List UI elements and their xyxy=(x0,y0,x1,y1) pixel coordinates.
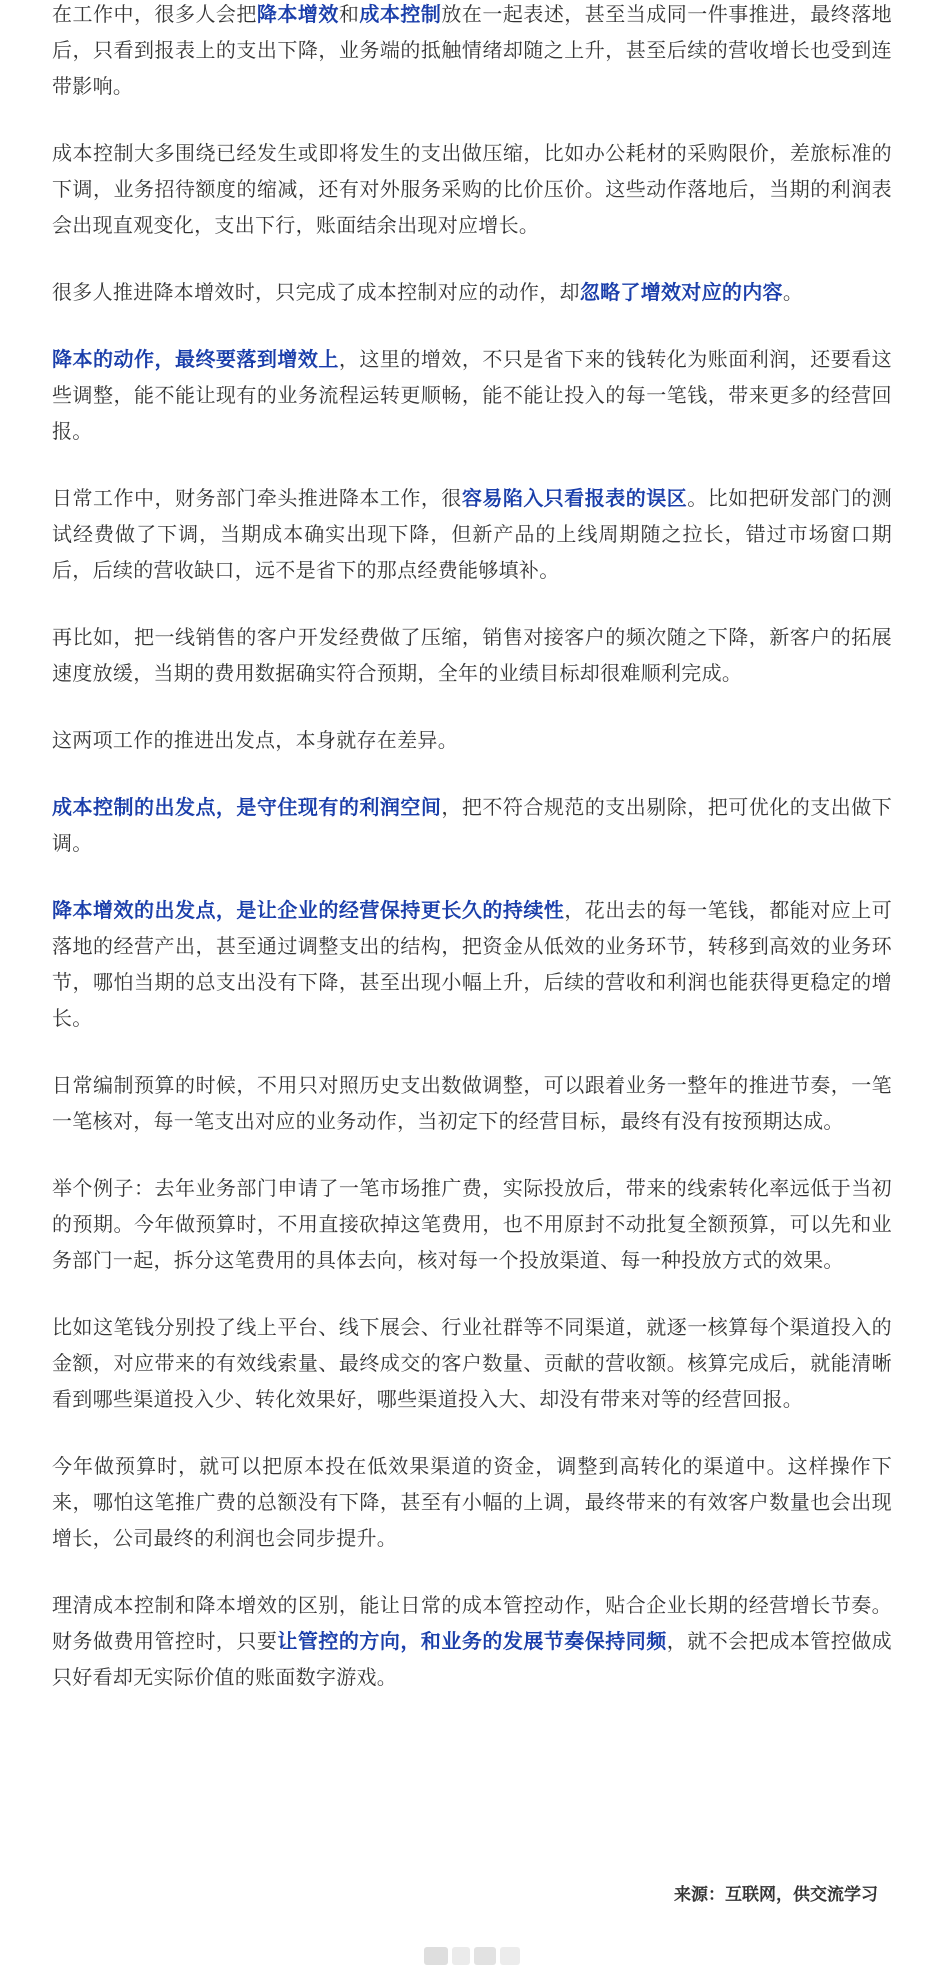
body-text: 举个例子：去年业务部门申请了一笔市场推广费，实际投放后，带来的线索转化率远低于当初的预期。今年做预算时，不用直接砍掉这笔费用，也不用原封不动批复全额预算，可以先和业务部门一起，拆分这笔费用的具体去向，核对每一个投放渠道、每一种投放方式的效果。 xyxy=(52,1176,892,1272)
paragraph xyxy=(52,1448,892,1556)
body-text: ，花出去的每一笔钱，都能对应上可落地的经营产出，甚至通过调整支出的结构，把资金从低效的业务环节，转移到高效的业务环节，哪怕当期的总支出没有下降，甚至出现小幅上升，后续的营收和利润也能获得更稳定的增长。 xyxy=(52,898,892,1030)
paragraph xyxy=(52,274,892,310)
body-text: 很多人推进降本增效时，只完成了成本控制对应的动作，却 xyxy=(52,280,580,304)
body-text: 成本控制大多围绕已经发生或即将发生的支出做压缩，比如办公耗材的采购限价，差旅标准的下调，业务招待额度的缩减，还有对外服务采购的比价压价。这些动作落地后，当期的利润表会出现直观变化，支出下行，账面结余出现对应增长。 xyxy=(52,141,892,237)
paragraph xyxy=(52,619,892,691)
article-body xyxy=(52,0,892,1726)
highlight-text: 忽略了增效对应的内容 xyxy=(579,280,783,304)
paragraph xyxy=(52,480,892,588)
highlight-text: 让管控的方向，和业务的发展节奏保持同频 xyxy=(277,1629,667,1653)
highlight-text: 降本增效 xyxy=(256,2,339,26)
body-text: 和 xyxy=(338,2,360,26)
body-text: 日常编制预算的时候，不用只对照历史支出数做调整，可以跟着业务一整年的推进节奏，一笔一笔核对，每一笔支出对应的业务动作，当初定下的经营目标，最终有没有按预期达成。 xyxy=(52,1073,892,1133)
body-text: ，把不符合规范的支出剔除，把可优化的支出做下调。 xyxy=(52,795,892,855)
watermark xyxy=(424,1947,520,1965)
paragraph xyxy=(52,0,892,104)
watermark-block xyxy=(424,1947,448,1965)
source-note: 来源：互联网，供交流学习 xyxy=(674,1885,878,1905)
paragraph xyxy=(52,1587,892,1695)
body-text: 。比如把研发部门的测试经费做了下调，当期成本确实出现下降，但新产品的上线周期随之拉长，错过市场窗口期后，后续的营收缺口，远不是省下的那点经费能够填补。 xyxy=(52,486,892,582)
highlight-text: 降本增效的出发点，是让企业的经营保持更长久的持续性 xyxy=(52,898,565,922)
paragraph xyxy=(52,1067,892,1139)
body-text: 再比如，把一线销售的客户开发经费做了压缩，销售对接客户的频次随之下降，新客户的拓展速度放缓，当期的费用数据确实符合预期，全年的业绩目标却很难顺利完成。 xyxy=(52,625,892,685)
paragraph xyxy=(52,135,892,243)
watermark-block xyxy=(452,1947,470,1965)
body-text: ，这里的增效，不只是省下来的钱转化为账面利润，还要看这些调整，能不能让现有的业务流程运转更顺畅，能不能让投入的每一笔钱，带来更多的经营回报。 xyxy=(52,347,892,443)
paragraph xyxy=(52,341,892,449)
paragraph xyxy=(52,789,892,861)
highlight-text: 容易陷入只看报表的误区 xyxy=(461,486,688,510)
watermark-block xyxy=(500,1947,520,1965)
body-text: 理清成本控制和降本增效的区别，能让日常的成本管控动作，贴合企业长期的经营增长节奏。财务做费用管控时，只要 xyxy=(52,1593,892,1653)
watermark-block xyxy=(474,1947,496,1965)
paragraph xyxy=(52,1170,892,1278)
body-text: 今年做预算时，就可以把原本投在低效果渠道的资金，调整到高转化的渠道中。这样操作下来，哪怕这笔推广费的总额没有下降，甚至有小幅的上调，最终带来的有效客户数量也会出现增长，公司最终的利润也会同步提升。 xyxy=(52,1454,892,1550)
paragraph xyxy=(52,892,892,1036)
paragraph xyxy=(52,722,892,758)
body-text: 。 xyxy=(782,280,804,304)
highlight-text: 成本控制 xyxy=(359,2,442,26)
paragraph xyxy=(52,1309,892,1417)
body-text: 在工作中，很多人会把 xyxy=(52,2,257,26)
highlight-text: 降本的动作，最终要落到增效上 xyxy=(52,347,339,371)
highlight-text: 成本控制的出发点，是守住现有的利润空间 xyxy=(52,795,442,819)
body-text: 比如这笔钱分别投了线上平台、线下展会、行业社群等不同渠道，就逐一核算每个渠道投入的金额，对应带来的有效线索量、最终成交的客户数量、贡献的营收额。核算完成后，就能清晰看到哪些渠道投入少、转化效果好，哪些渠道投入大、却没有带来对等的经营回报。 xyxy=(52,1315,892,1411)
body-text: 这两项工作的推进出发点，本身就存在差异。 xyxy=(52,728,458,752)
body-text: 放在一起表述，甚至当成同一件事推进，最终落地后，只看到报表上的支出下降，业务端的抵触情绪却随之上升，甚至后续的营收增长也受到连带影响。 xyxy=(52,2,892,98)
body-text: 日常工作中，财务部门牵头推进降本工作，很 xyxy=(52,486,462,510)
body-text: ，就不会把成本管控做成只好看却无实际价值的账面数字游戏。 xyxy=(52,1629,892,1689)
